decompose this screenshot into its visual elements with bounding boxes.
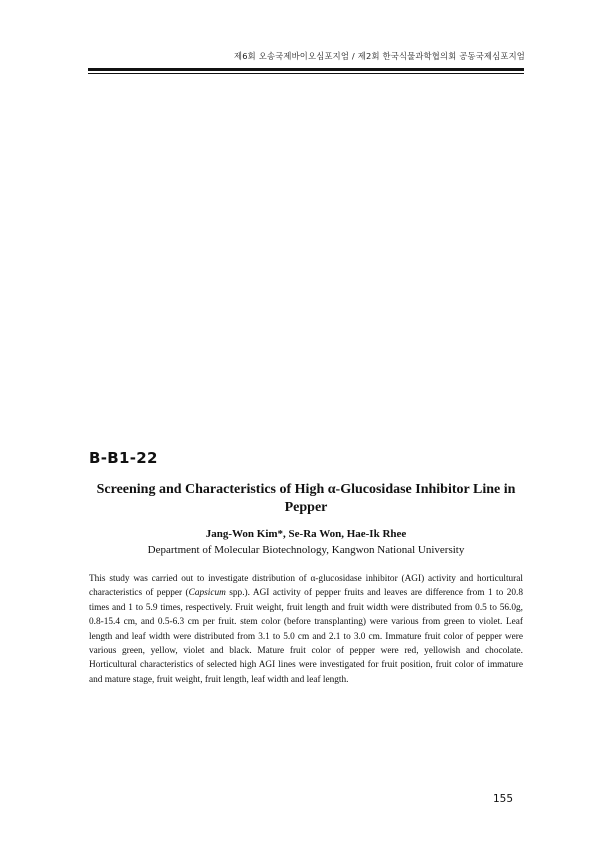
running-header: 제6회 오송국제바이오심포지엄 / 제2회 한국식물과학협의회 공동국제심포지엄 <box>233 51 525 61</box>
abstract-code: B-B1-22 <box>89 449 158 467</box>
header-rule-thick <box>88 68 524 71</box>
affiliation: Department of Molecular Biotechnology, Kangwon National University <box>147 544 465 556</box>
species-name: Capsicum <box>188 588 226 599</box>
paper-title: Screening and Characteristics of High α-Glucosidase Inhibitor Line in Pepper <box>96 482 516 515</box>
header-rule-thin <box>88 73 524 74</box>
page-number: 155 <box>492 793 513 805</box>
abstract-text-part2: spp.). AGI activity of pepper fruits and leaves are difference from 1 to 20.8 times and 1 to 5.9 times, respectively. Fruit weight, fruit length and fruit width were distributed from 0.5 to 56.0g, 0.8-15.4 cm, and 0.5-6.3 cm per fruit. stem color (before transplanting) were various from green to violet. Leaf length and leaf width were distributed from 3.1 to 5.0 cm and 2.1 to 3.0 cm. Immature fruit color of pepper were various green, yellow, violet and black. Mature fruit color of pepper were red, yellowish and chocolate. Horticultural characteristics of selected high AGI lines were investigated for fruit position, fruit color of immature and mature stage, fruit weight, fruit length, leaf width and leaf length. <box>89 588 523 685</box>
abstract-text-part1: This study was carried out to investigate distribution of α-glucosidase inhibitor (AGI) activity and horticultural characteristics of pepper ( <box>89 574 523 599</box>
abstract-body <box>89 572 523 687</box>
author-list: Jang-Won Kim*, Se-Ra Won, Hae-Ik Rhee <box>205 528 407 540</box>
